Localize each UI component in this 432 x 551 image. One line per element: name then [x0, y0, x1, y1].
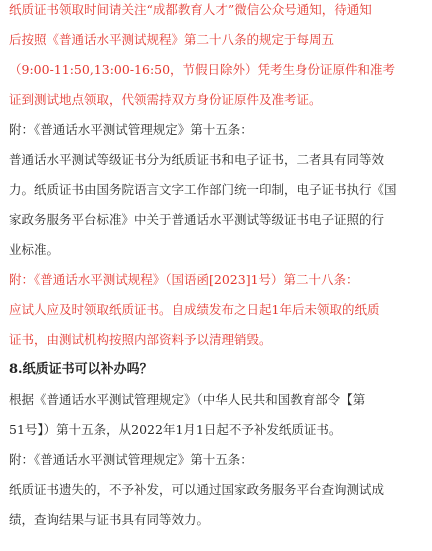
notice-line-4: 证到测试地点领取，代领需持双方身份证原件及准考证。 [9, 92, 322, 107]
answer-line-1: 根据《普通话水平测试管理规定》（中华人民共和国教育部令【第 [9, 392, 366, 407]
rules-body-line-2: 证书，由测试机构按照内部资料予以清理销毁。 [9, 332, 272, 347]
appendix3-title: 附：《普通话水平测试管理规定》第十五条： [9, 452, 253, 467]
appendix3-body-line-2: 绩，查询结果与证书具有同等效力。 [9, 512, 210, 527]
appendix-body-line-3: 家政务服务平台标准》中关于普通话水平测试等级证书电子证照的行 [9, 212, 385, 227]
notice-line-3: （9:00-11:50,13:00-16:50，节假日除外）凭考生身份证原件和准考 [9, 62, 396, 77]
notice-line-2: 后按照《普通话水平测试规程》第二十八条的规定于每周五 [9, 32, 335, 47]
appendix-body-line-2: 力。纸质证书由国务院语言文字工作部门统一印制，电子证书执行《国 [9, 182, 397, 197]
answer-line-2: 51号】）第十五条，从2022年1月1日起不予补发纸质证书。 [9, 422, 342, 437]
section-heading-q8: 8.纸质证书可以补办吗？ [9, 362, 153, 377]
appendix3-body-line-1: 纸质证书遗失的，不予补发，可以通过国家政务服务平台查询测试成 [9, 482, 385, 497]
appendix-body-line-4: 业标准。 [9, 242, 60, 257]
appendix-title: 附：《普通话水平测试管理规定》第十五条： [9, 122, 253, 137]
notice-line-1: 纸质证书领取时间请关注“成都教育人才”微信公众号通知，待通知 [9, 2, 372, 17]
rules-appendix-title: 附：《普通话水平测试规程》（国语函[2023]1号）第二十八条： [9, 272, 359, 287]
rules-body-line-1: 应试人应及时领取纸质证书。自成绩发布之日起1年后未领取的纸质 [9, 302, 380, 317]
appendix-body-line-1: 普通话水平测试等级证书分为纸质证书和电子证书，二者具有同等效 [9, 152, 385, 167]
